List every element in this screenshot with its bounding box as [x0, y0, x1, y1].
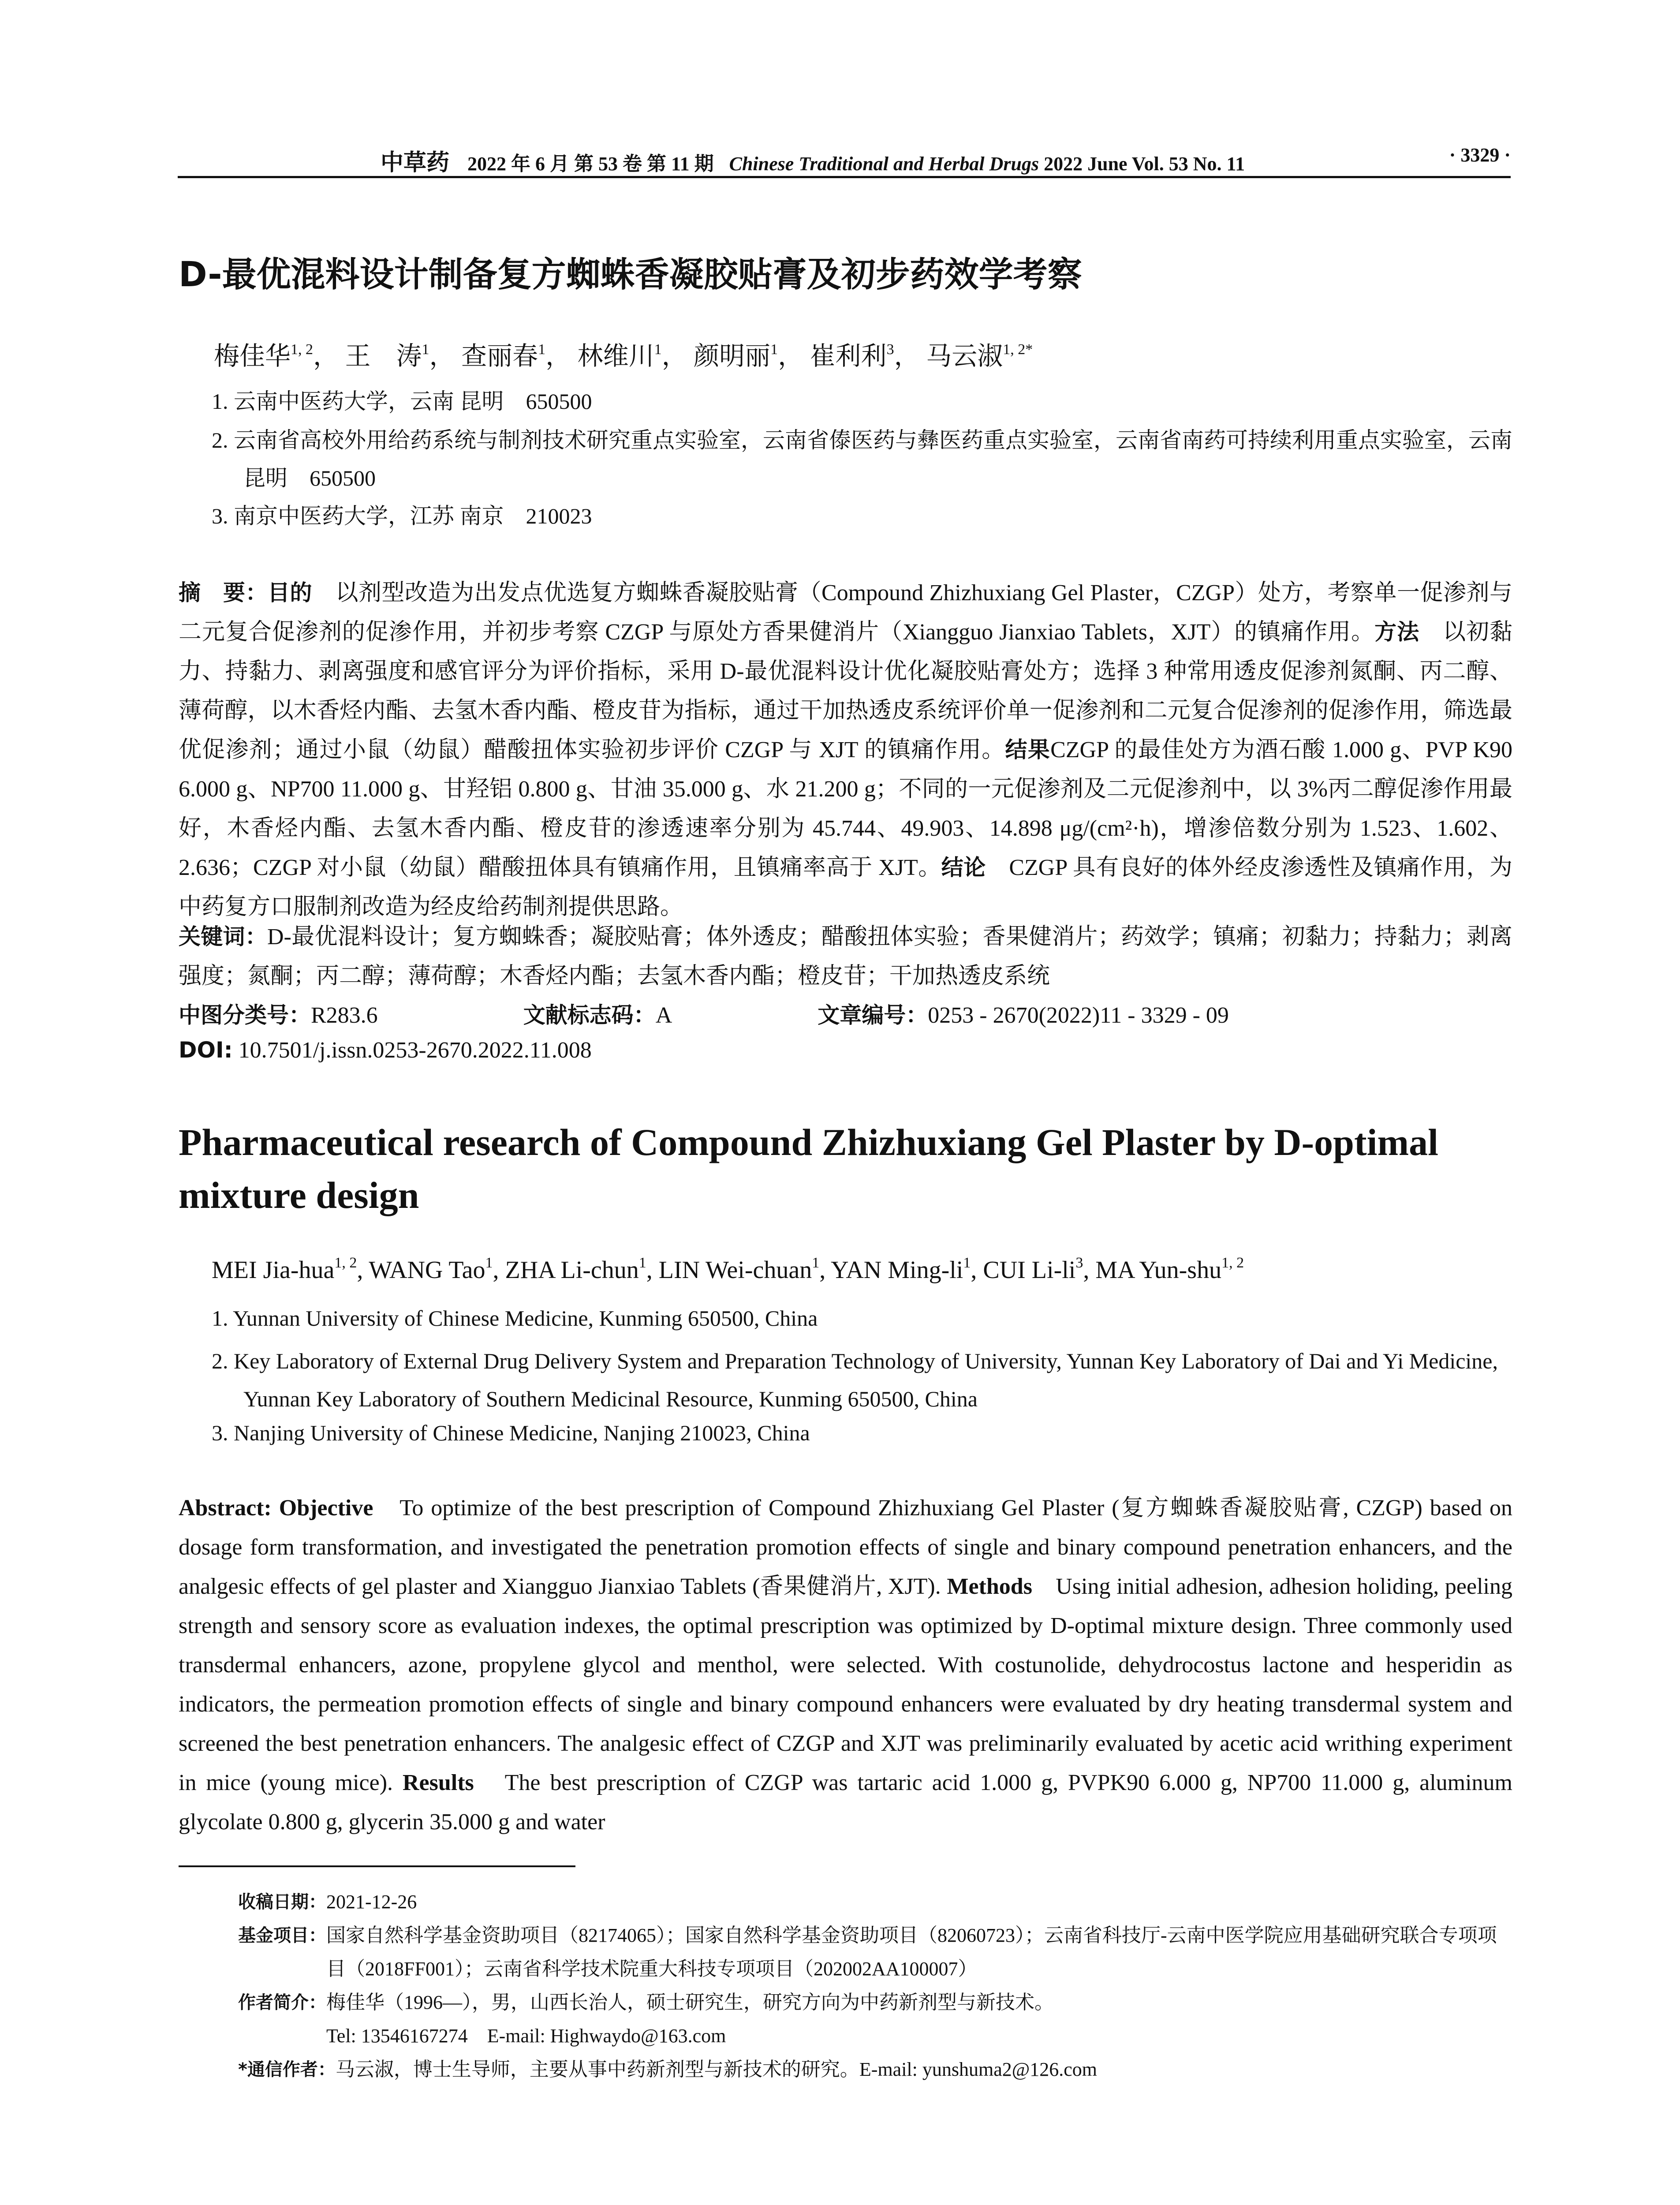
author-name: MA Yun-shu: [1095, 1256, 1222, 1284]
author-name: CUI Li-li: [983, 1256, 1076, 1284]
cn-affiliation-1: 1. 云南中医药大学，云南 昆明 650500: [212, 389, 592, 414]
en-affiliation-1: 1. Yunnan University of Chinese Medicine, Kunming 650500, China: [212, 1306, 818, 1330]
cn-affiliation-3: 3. 南京中医药大学，江苏 南京 210023: [212, 504, 592, 528]
methods-label: 方法: [1374, 619, 1420, 645]
footnote-text: 马云淑，博士生导师，主要从事中药新剂型与新技术的研究。E-mail: yunshuma2@126.com: [335, 2059, 1098, 2080]
results-label: Results: [402, 1770, 474, 1795]
author-affil-sup: 1, 2: [334, 1255, 357, 1271]
cn-title: D-最优混料设计制备复方蜘蛛香凝胶贴膏及初步药效学考察: [179, 255, 1082, 295]
clc-label: 中图分类号：: [179, 1002, 311, 1028]
footnote-contact: [238, 2019, 1512, 2053]
author-name: 查丽春: [461, 342, 538, 370]
author-affil-sup: 1, 2*: [1003, 341, 1033, 358]
doi-line: [179, 1037, 592, 1063]
footnotes: [238, 1885, 1512, 2086]
author-name: LIN Wei-chuan: [658, 1256, 812, 1284]
author-affil-sup: 1: [538, 341, 546, 358]
author-affil-sup: 1: [654, 341, 662, 358]
issue-cn: 2022 年 6 月 第 53 卷 第 11 期: [467, 153, 714, 175]
article-label: 文章编号：: [818, 1002, 928, 1028]
objective-label: 目的: [268, 580, 312, 605]
footnote-rule: [179, 1865, 575, 1867]
objective-label: Objective: [279, 1495, 373, 1521]
abstract-label: 摘 要：: [179, 580, 268, 605]
author-affil-sup: 3: [886, 341, 894, 358]
author-affil-sup: 1: [485, 1255, 493, 1271]
clc-value: R283.6: [311, 1003, 378, 1028]
author-affil-sup: 1: [963, 1255, 971, 1271]
en-title: Pharmaceutical research of Compound Zhizhuxiang Gel Plaster by D-optimal mixture design: [179, 1121, 1439, 1216]
author-name: 梅佳华: [214, 342, 291, 370]
methods-text: Using initial adhesion, adhesion holiding, peeling strength and sensory score as evaluation indexes, the optimal prescription was optimized by D-optimal mixture design. Three commonly used transdermal enhancers, azone, propylene glycol and menthol, were selected. With costunolide, dehydrocostus lactone and hesperidin as indicators, the permeation promotion effects of single and binary compound enhancers were evaluated by dry heating transdermal system and screened the best penetration enhancers. The analgesic effect of CZGP and XJT was preliminarily evaluated by acetic acid writhing experiment in mice (young mice).: [179, 1574, 1512, 1795]
doccode-value: A: [655, 1003, 672, 1028]
en-affiliation-2: 2. Key Laboratory of External Drug Delivery System and Preparation Technology of University, Yunnan Key Laboratory of Dai and Yi Medicine, Yunnan Key Laboratory of Southern Medicinal Resource, Kunming 650500, China: [212, 1349, 1498, 1411]
doi-label: DOI:: [179, 1037, 233, 1063]
author-affil-sup: 3: [1075, 1255, 1083, 1271]
footnote-label: 作者简介：: [238, 1992, 326, 2013]
author-affil-sup: 1: [812, 1255, 820, 1271]
author-affil-sup: 1: [422, 341, 429, 358]
author-name: WANG Tao: [369, 1256, 485, 1284]
journal-cn-name: 中草药: [381, 150, 450, 176]
article-value: 0253 - 2670(2022)11 - 3329 - 09: [928, 1003, 1229, 1028]
objective-text: 以剂型改造为出发点优选复方蜘蛛香凝胶贴膏（Compound Zhizhuxiang Gel Plaster，CZGP）处方，考察单一促渗剂与二元复合促渗剂的促渗作用，并初步考察 CZGP 与原处方香果健消片（Xiangguo Jianxiao Tablets，XJT）的镇痛作用。: [179, 580, 1512, 645]
footnote-text: 国家自然科学基金资助项目（82174065）；国家自然科学基金资助项目（82060723）；云南省科技厅-云南中医学院应用基础研究联合专项项目（2018FF001）；云南省科学技术院重大科技专项项目（202002AA100007）: [326, 1925, 1497, 1980]
header-rule: [178, 176, 1511, 178]
doccode-label: 文献标志码：: [523, 1002, 656, 1028]
author-name: 马云淑: [926, 342, 1003, 370]
footnote-text: Tel: 13546167274 E-mail: Highwaydo@163.com: [326, 2025, 726, 2047]
author-name: 颜明丽: [694, 342, 771, 370]
methods-label: Methods: [947, 1574, 1032, 1599]
footnote-received: [238, 1885, 1512, 1919]
author-name: MEI Jia-hua: [212, 1256, 335, 1284]
doi-value[interactable]: 10.7501/j.issn.0253-2670.2022.11.008: [238, 1038, 592, 1063]
conclusion-text: CZGP 具有良好的体外经皮渗透性及镇痛作用，为中药复方口服制剂改造为经皮给药制剂提供思路。: [179, 855, 1513, 919]
page-number: · 3329 ·: [1449, 144, 1511, 166]
en-authors: MEI Jia-hua$^{1, 2}$, WANG Tao$^1$, ZHA Li-chun$^1$, LIN Wei-chuan$^1$, YAN Ming-$li^1$, CUI $Li-li^3$, MA Yun-shu$^{1, 2}$: [212, 1255, 1244, 1284]
footnote-author-bio: [238, 1986, 1512, 2019]
author-name: YAN Ming-li: [831, 1256, 963, 1284]
footnote-text: 2021-12-26: [326, 1891, 417, 1913]
objective-text: To optimize of the best prescription of Compound Zhizhuxiang Gel Plaster (复方蜘蛛香凝胶贴膏, CZGP) based on dosage form transformation, and investigated the penetration promotion effects of single and binary compound penetration enhancers, and the analgesic effects of gel plaster and Xiangguo Jianxiao Tablets (香果健消片, XJT).: [179, 1495, 1512, 1599]
results-label: 结果: [1005, 737, 1051, 762]
author-affil-sup: 1, 2: [1221, 1255, 1244, 1271]
en-affiliation-3: 3. Nanjing University of Chinese Medicine, Nanjing 210023, China: [212, 1420, 810, 1445]
author-name: 崔利利: [810, 342, 887, 370]
cn-abstract: [179, 573, 1512, 927]
author-affil-sup: 1, 2: [291, 341, 314, 358]
author-affil-sup: 1: [770, 341, 778, 358]
conclusion-label: 结论: [941, 855, 986, 880]
footnote-label: *通信作者：: [238, 2059, 336, 2080]
en-abstract: [179, 1488, 1512, 1842]
journal-en-name: Chinese Traditional and Herbal Drugs: [729, 153, 1039, 175]
classification-line: [179, 998, 1229, 1029]
cn-keywords: [179, 917, 1512, 996]
footnote-label: 基金项目：: [238, 1925, 326, 1946]
issue-en: 2022 June Vol. 53 No. 11: [1044, 153, 1245, 175]
abstract-label: Abstract:: [179, 1495, 272, 1521]
footnote-label: 收稿日期：: [238, 1892, 326, 1912]
methods-text: 以初黏力、持黏力、剥离强度和感官评分为评价指标，采用 D-最优混料设计优化凝胶贴膏处方；选择 3 种常用透皮促渗剂氮酮、丙二醇、薄荷醇，以木香烃内酯、去氢木香内酯、橙皮苷为指标，通过干加热透皮系统评价单一促渗剂和二元复合促渗剂的促渗作用，筛选最优促渗剂；通过小鼠（幼鼠）醋酸扭体实验初步评价 CZGP 与 XJT 的镇痛作用。: [179, 620, 1513, 762]
keywords-label: 关键词：: [179, 924, 267, 949]
author-name: ZHA Li-chun: [505, 1256, 639, 1284]
cn-affiliation-2: 2. 云南省高校外用给药系统与制剂技术研究重点实验室，云南省傣医药与彝医药重点实验室，云南省南药可持续利用重点实验室，云南 昆明 650500: [212, 428, 1512, 490]
footnote-corresponding: [238, 2053, 1512, 2086]
results-text: The best prescription of CZGP was tartaric acid 1.000 g, PVPK90 6.000 g, NP700 11.000 g, aluminum glycolate 0.800 g, glycerin 35.000 g and water: [179, 1770, 1513, 1835]
footnote-text: 梅佳华（1996—），男，山西长治人，硕士研究生，研究方向为中药新剂型与新技术。: [326, 1992, 1054, 2013]
keywords-text: D-最优混料设计；复方蜘蛛香；凝胶贴膏；体外透皮；醋酸扭体实验；香果健消片；药效学；镇痛；初黏力；持黏力；剥离强度；氮酮；丙二醇；薄荷醇；木香烃内酯；去氢木香内酯；橙皮苷；干加热透皮系统: [179, 924, 1513, 989]
author-affil-sup: 1: [638, 1255, 646, 1271]
journal-info: [381, 144, 1245, 177]
results-text: CZGP 的最佳处方为酒石酸 1.000 g、PVP K90 6.000 g、NP700 11.000 g、甘羟铝 0.800 g、甘油 35.000 g、水 21.200 g；不同的一元促渗剂及二元促渗剂中，以 3%丙二醇促渗作用最好，木香烃内酯、去氢木香内酯、橙皮苷的渗透速率分别为 45.744、49.903、14.898 μg/(cm²·h)，增渗倍数分别为 1.523、1.602、2.636；CZGP 对小鼠（幼鼠）醋酸扭体具有镇痛作用，且镇痛率高于 XJT。: [179, 737, 1513, 880]
author-name: 林维川: [577, 342, 654, 370]
footnote-funding: [238, 1919, 1512, 1986]
running-header: [178, 142, 1511, 178]
author-name: 王 涛: [345, 342, 422, 370]
cn-authors: 梅佳华$^{1, 2}$， 王 涛$^1$， 查丽春$^1$， 林维川$^1$， 颜明丽$^1$， 崔利利$^3$， 马云淑$^{1, 2*}$: [214, 341, 1033, 370]
